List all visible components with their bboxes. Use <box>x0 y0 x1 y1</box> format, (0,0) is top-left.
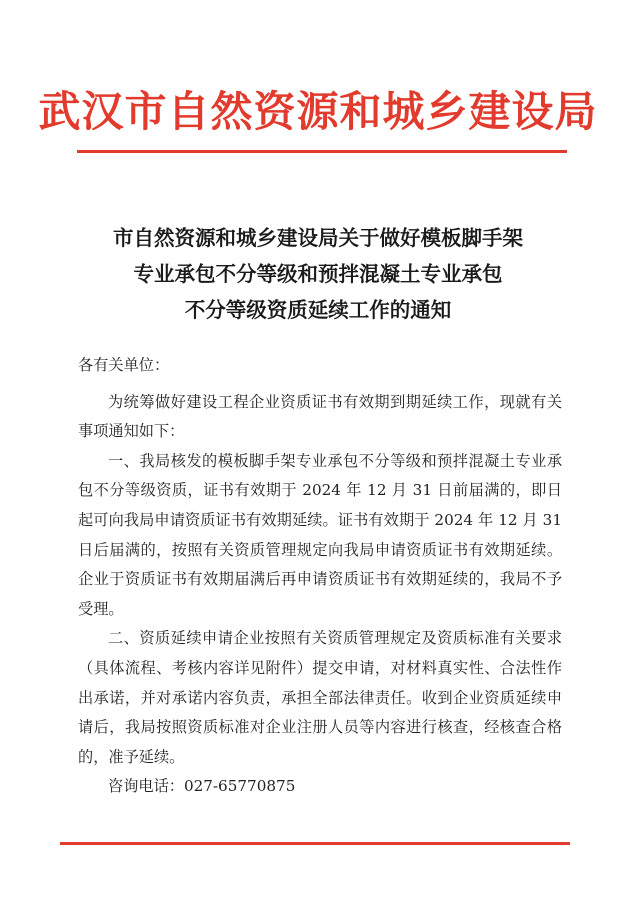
title-line: 不分等级资质延续工作的通知 <box>184 298 452 322</box>
organization-header: 武汉市自然资源和城乡建设局 <box>38 87 598 136</box>
title-line: 专业承包不分等级和预拌混凝土专业承包 <box>133 262 503 286</box>
body-paragraph: 二、资质延续申请企业按照有关资质管理规定及资质标准有关要求（具体流程、考核内容详见附件）提交申请，对材料真实性、合法性作出承诺，并对承诺内容负责，承担全部法律责任。收到企业资质延续申请后，我局按照资质标准对企业注册人员等内容进行核查，经核查合格的，准予延续。 <box>78 629 562 766</box>
footer-red-rule <box>60 842 570 845</box>
document-title <box>40 220 596 328</box>
salutation: 各有关单位： <box>78 356 170 374</box>
body-paragraph: 为统筹做好建设工程企业资质证书有效期到期延续工作，现就有关事项通知如下： <box>78 392 562 441</box>
title-line: 市自然资源和城乡建设局关于做好模板脚手架 <box>113 226 523 250</box>
body-paragraph: 一、我局核发的模板脚手架专业承包不分等级和预拌混凝土专业承包不分等级资质，证书有效期于 2024 年 12 月 31 日前届满的，即日起可向我局申请资质证书有效期延续。证书有效期于 2024 年 12 月 31 日后届满的，按照有关资质管理规定向我局申请资质证书有效期延续。企业于资质证书有效期届满后再申请资质证书有效期延续的，我局不予受理。 <box>78 451 562 618</box>
header-red-rule <box>77 150 567 153</box>
contact-phone: 咨询电话：027-65770875 <box>108 777 296 796</box>
document-body <box>78 351 562 802</box>
